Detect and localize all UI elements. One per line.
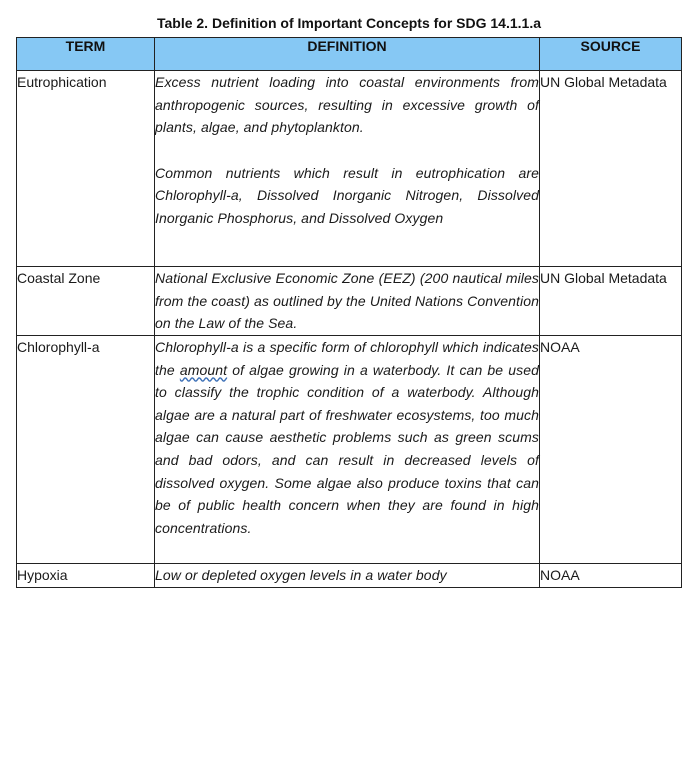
table-row	[17, 71, 682, 267]
table-row	[17, 267, 682, 336]
definition-paragraph: Low or depleted oxygen levels in a water body	[155, 567, 447, 583]
definition-paragraph: Common nutrients which result in eutrophication are Chlorophyll-a, Dissolved Inorganic Nitrogen, Dissolved Inorganic Phosphorus, and Dissolved Oxygen	[155, 164, 539, 226]
spellcheck-flagged-word[interactable]: amount	[179, 361, 228, 378]
term-cell: Hypoxia	[17, 564, 155, 588]
concepts-table	[16, 37, 682, 588]
header-definition: DEFINITION	[155, 38, 540, 71]
term-cell: Eutrophication	[17, 71, 155, 267]
term-cell: Coastal Zone	[17, 267, 155, 336]
source-cell: UN Global Metadata	[540, 267, 682, 336]
definition-cell	[155, 71, 540, 267]
definition-paragraph: Excess nutrient loading into coastal environments from anthropogenic sources, resulting in excessive growth of plants, algae, and phytoplankton.	[155, 74, 539, 136]
definition-cell	[155, 336, 540, 564]
source-cell: NOAA	[540, 336, 682, 564]
header-source: SOURCE	[540, 38, 682, 71]
table-row	[17, 336, 682, 564]
definition-paragraph	[155, 336, 539, 539]
table-caption: Table 2. Definition of Important Concepts for SDG 14.1.1.a	[156, 15, 541, 31]
definition-cell	[155, 564, 540, 588]
term-cell: Chlorophyll-a	[17, 336, 155, 564]
definition-cell	[155, 267, 540, 336]
definition-paragraph: National Exclusive Economic Zone (EEZ) (200 nautical miles from the coast) as outlined by the United Nations Convention on the Law of the Sea.	[155, 270, 539, 332]
table-header-row	[17, 38, 682, 71]
header-term: TERM	[17, 38, 155, 71]
source-cell: UN Global Metadata	[540, 71, 682, 267]
definition-text: of algae growing in a waterbody. It can be used to classify the trophic condition of a waterbody. Although algae are a natural part of freshwater ecosystems, too much algae can cause aesthetic problems such as green scums and bad odors, and can result in decreased levels of dissolved oxygen. Some algae also produce toxins that can be of public health concern when they are found in high concentrations.	[155, 361, 539, 536]
definition-text: Chlorophyll-a is a specific form of chlorophyll which indicates the	[155, 339, 539, 378]
table-row	[17, 564, 682, 588]
source-cell: NOAA	[540, 564, 682, 588]
